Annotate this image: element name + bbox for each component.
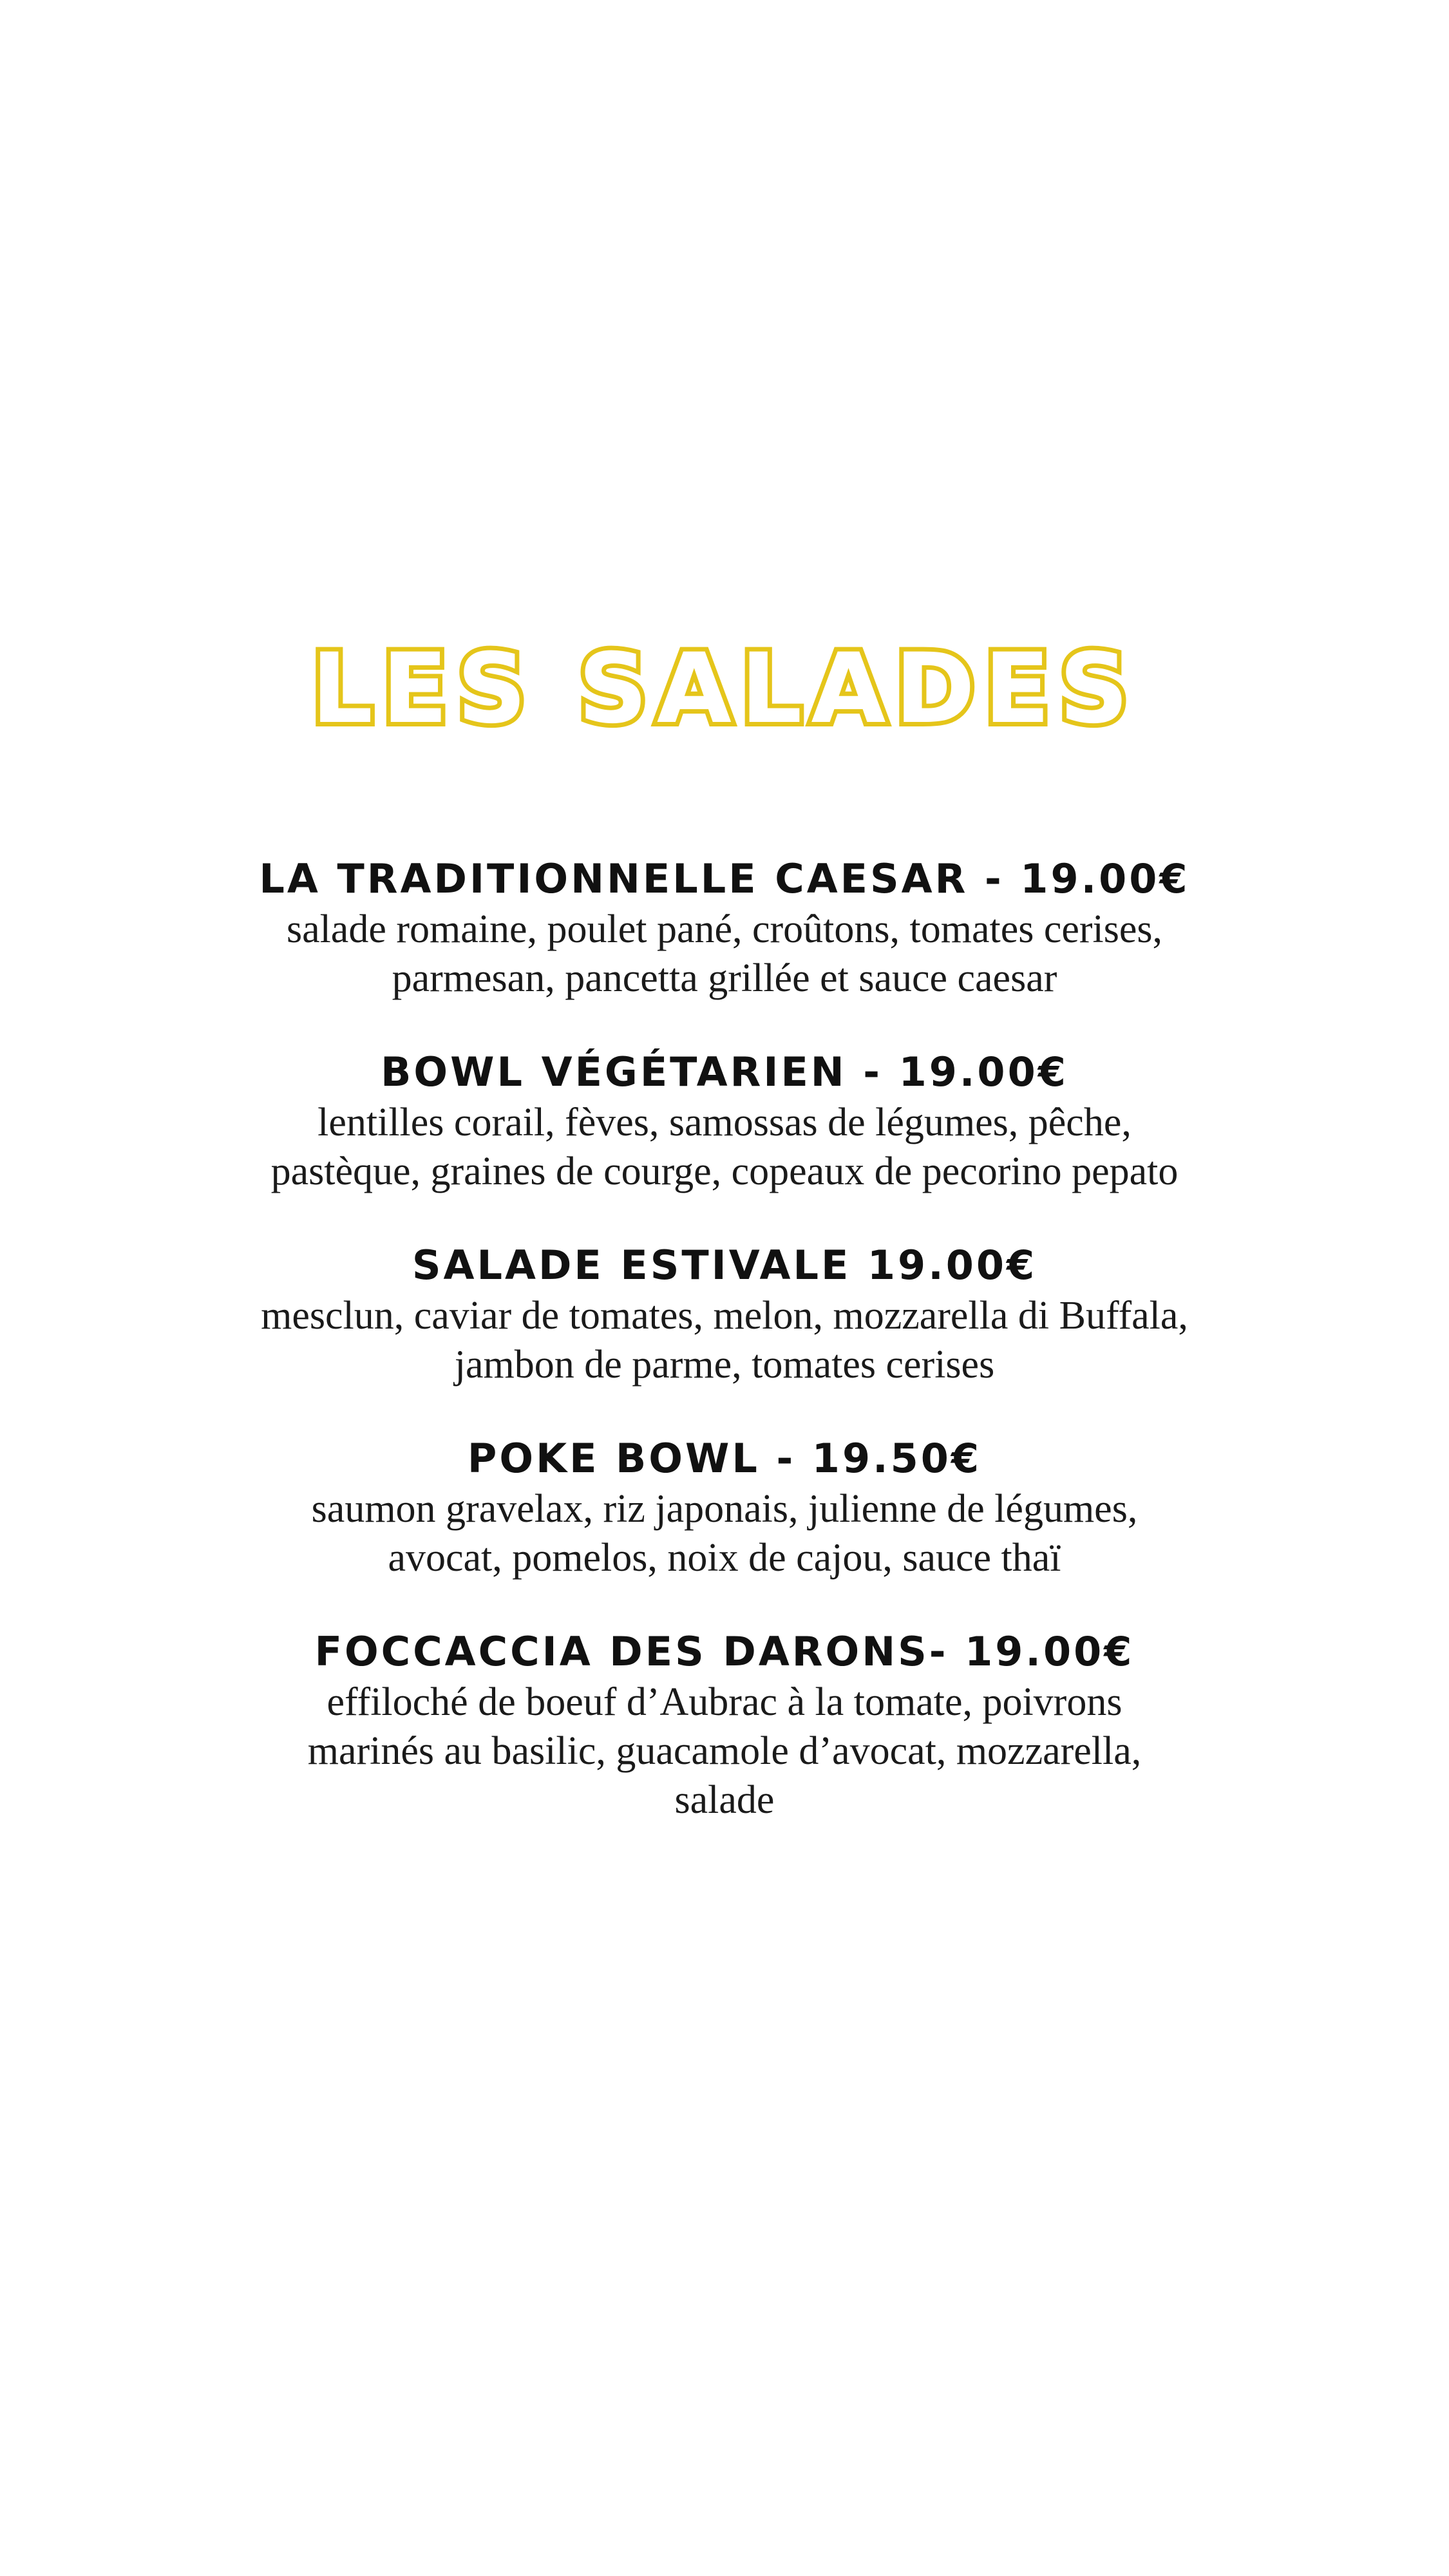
menu-item-name: LA TRADITIONNELLE CAESAR - 19.00€ [259, 855, 1190, 902]
menu-item-description: mesclun, caviar de tomates, melon, mozzarella di Buffala, jambon de parme, tomates cerises [261, 1294, 1188, 1387]
page-title: LES SALADES [311, 633, 1138, 745]
menu-item-description: effiloché de boeuf d’Aubrac à la tomate, poivrons marinés au basilic, guacamole d’avocat, mozzarella, salade [307, 1680, 1142, 1822]
menu-item-name: POKE BOWL - 19.50€ [467, 1435, 982, 1482]
menu-item-name: SALADE ESTIVALE 19.00€ [412, 1242, 1037, 1289]
menu-item-poke-bowl [0, 1433, 1449, 1582]
menu-item-name: BOWL VÉGÉTARIEN - 19.00€ [381, 1048, 1068, 1095]
salad-menu-list [0, 853, 1449, 1868]
menu-item-description: lentilles corail, fèves, samossas de légumes, pêche, pastèque, graines de courge, copeaux de pecorino pepato [270, 1101, 1179, 1193]
menu-item-salade-estivale [0, 1240, 1449, 1389]
menu-item-description: saumon gravelax, riz japonais, julienne de légumes, avocat, pomelos, noix de cajou, sauce thaï [311, 1487, 1138, 1580]
menu-item-bowl-vegetarien [0, 1046, 1449, 1196]
menu-item-foccaccia [0, 1626, 1449, 1824]
menu-item-description: salade romaine, poulet pané, croûtons, tomates cerises, parmesan, pancetta grillée et sauce caesar [286, 907, 1163, 1000]
menu-item-caesar [0, 853, 1449, 1003]
menu-item-name: FOCCACCIA DES DARONS- 19.00€ [314, 1628, 1135, 1675]
